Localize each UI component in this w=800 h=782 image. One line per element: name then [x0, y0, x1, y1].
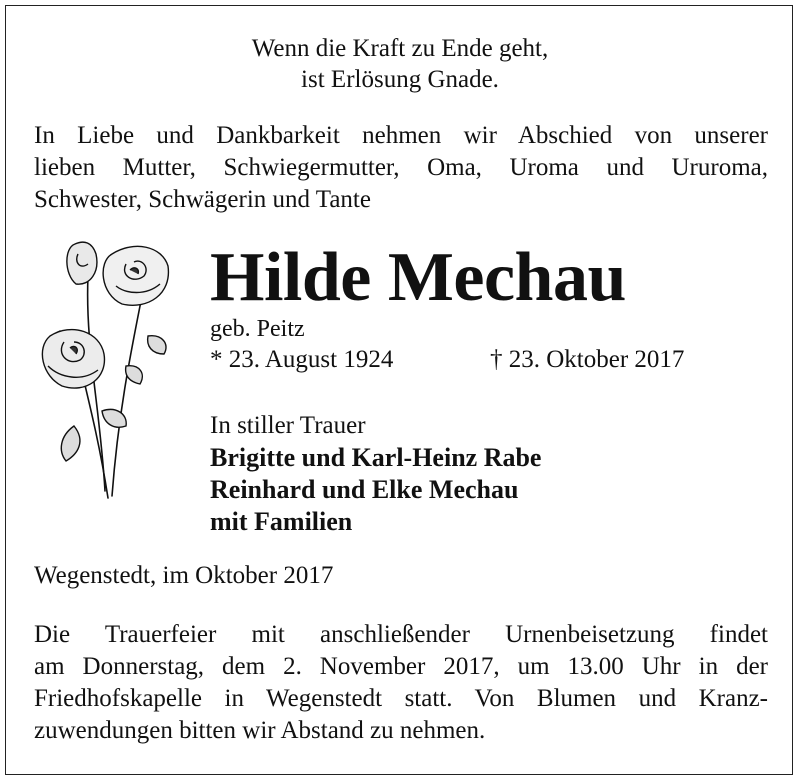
motto-line-1: Wenn die Kraft zu Ende geht, — [251, 35, 549, 62]
intro-text — [34, 120, 768, 216]
birth-date: * 23. August 1924 — [210, 346, 394, 373]
funeral-text — [34, 619, 768, 747]
mourner-2: Reinhard und Elke Mechau — [210, 475, 519, 504]
mourner-1: Brigitte und Karl-Heinz Rabe — [210, 443, 542, 472]
roses-illustration — [30, 236, 200, 526]
mourners-heading: In stiller Trauer — [210, 412, 366, 439]
deceased-name: Hilde Mechau — [210, 239, 626, 316]
funeral-line-1: Die Trauerfeier mit anschließender Urnenbeisetzung findet — [34, 621, 768, 648]
death-date: † 23. Oktober 2017 — [490, 346, 685, 373]
intro-line-2: lieben Mutter, Schwiegermutter, Oma, Uroma und Ururoma, — [34, 154, 768, 181]
intro-line-3: Schwester, Schwägerin und Tante — [34, 186, 371, 213]
intro-line-1: In Liebe und Dankbarkeit nehmen wir Abschied von unserer — [34, 122, 768, 149]
motto-line-2: ist Erlösung Gnade. — [301, 66, 499, 93]
funeral-line-2: am Donnerstag, dem 2. November 2017, um 13.00 Uhr in der — [34, 653, 768, 680]
birth-name: geb. Peitz — [210, 316, 305, 342]
place-date: Wegenstedt, im Oktober 2017 — [34, 562, 334, 589]
funeral-line-4: zuwendungen bitten wir Abstand zu nehmen. — [34, 717, 486, 744]
mourner-3: mit Familien — [210, 507, 353, 536]
funeral-line-3: Friedhofskapelle in Wegenstedt statt. Von Blumen und Kranz- — [34, 685, 768, 712]
